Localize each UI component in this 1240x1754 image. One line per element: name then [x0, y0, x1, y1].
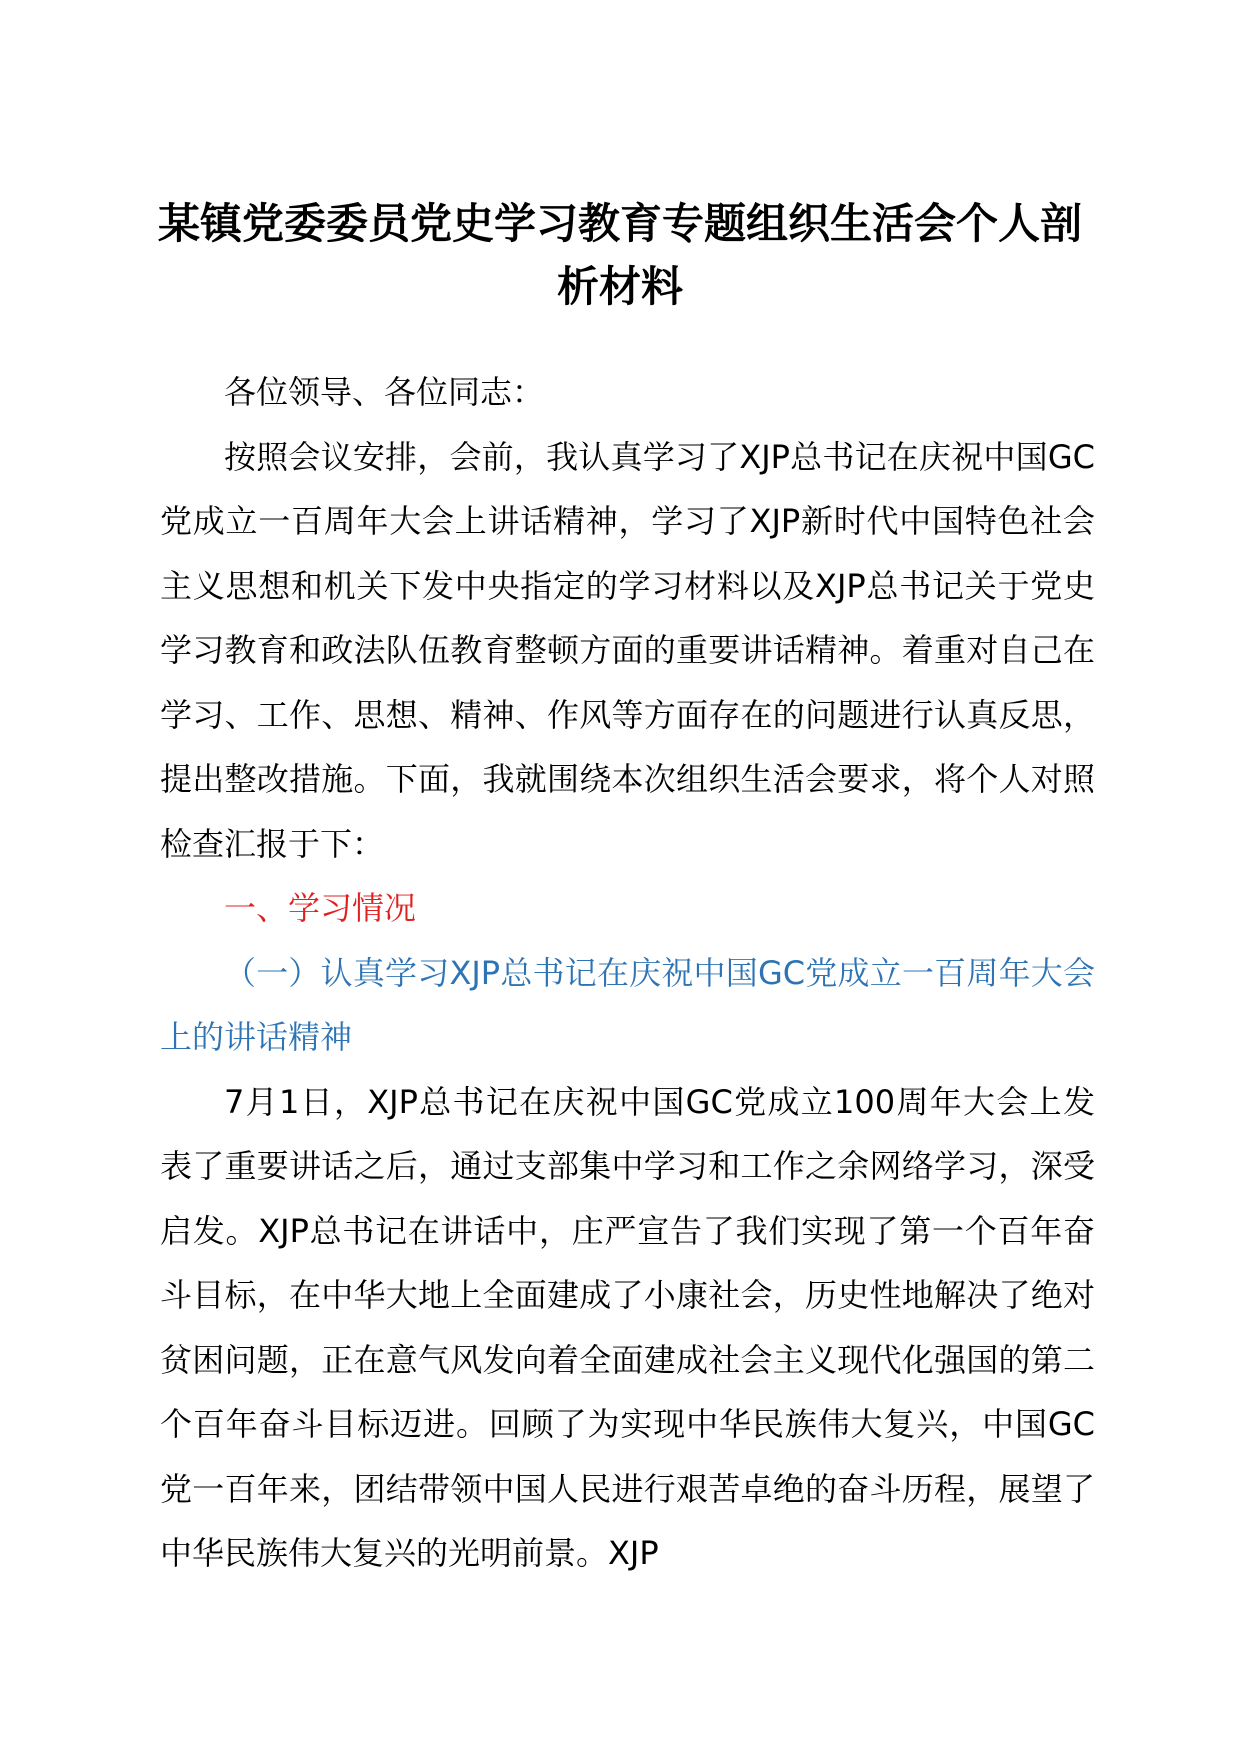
section-heading-study: 一、学习情况	[224, 889, 417, 927]
document-title: 某镇党委委员党史学习教育专题组织生活会个人剖析材料	[157, 199, 1082, 311]
body-paragraph-1: 7月1日，XJP总书记在庆祝中国GC党成立100周年大会上发表了重要讲话之后，通过支部集中学习和工作之余网络学习，深受启发。XJP总书记在讲话中，庄严宣告了我们实现了第一个百年奋斗目标，在中华大地上全面建成了小康社会，历史性地解决了绝对贫困问题，正在意气风发向着全面建成社会主义现代化强国的第二个百年奋斗目标迈进。回顾了为实现中华民族伟大复兴，中国GC党一百年来，团结带领中国人民进行艰苦卓绝的奋斗历程，展望了中华民族伟大复兴的光明前景。XJP	[160, 1082, 1095, 1572]
intro-paragraph: 按照会议安排，会前，我认真学习了XJP总书记在庆祝中国GC党成立一百周年大会上讲话精神，学习了XJP新时代中国特色社会主义思想和机关下发中央指定的学习材料以及XJP总书记关于党史学习教育和政法队伍教育整顿方面的重要讲话精神。着重对自己在学习、工作、思想、精神、作风等方面存在的问题进行认真反思，提出整改措施。下面，我就围绕本次组织生活会要求，将个人对照检查汇报于下：	[160, 437, 1095, 863]
salutation: 各位领导、各位同志：	[224, 373, 545, 411]
subsection-heading-1: （一）认真学习XJP总书记在庆祝中国GC党成立一百周年大会上的讲话精神	[160, 953, 1095, 1056]
document-body	[160, 360, 1095, 1586]
